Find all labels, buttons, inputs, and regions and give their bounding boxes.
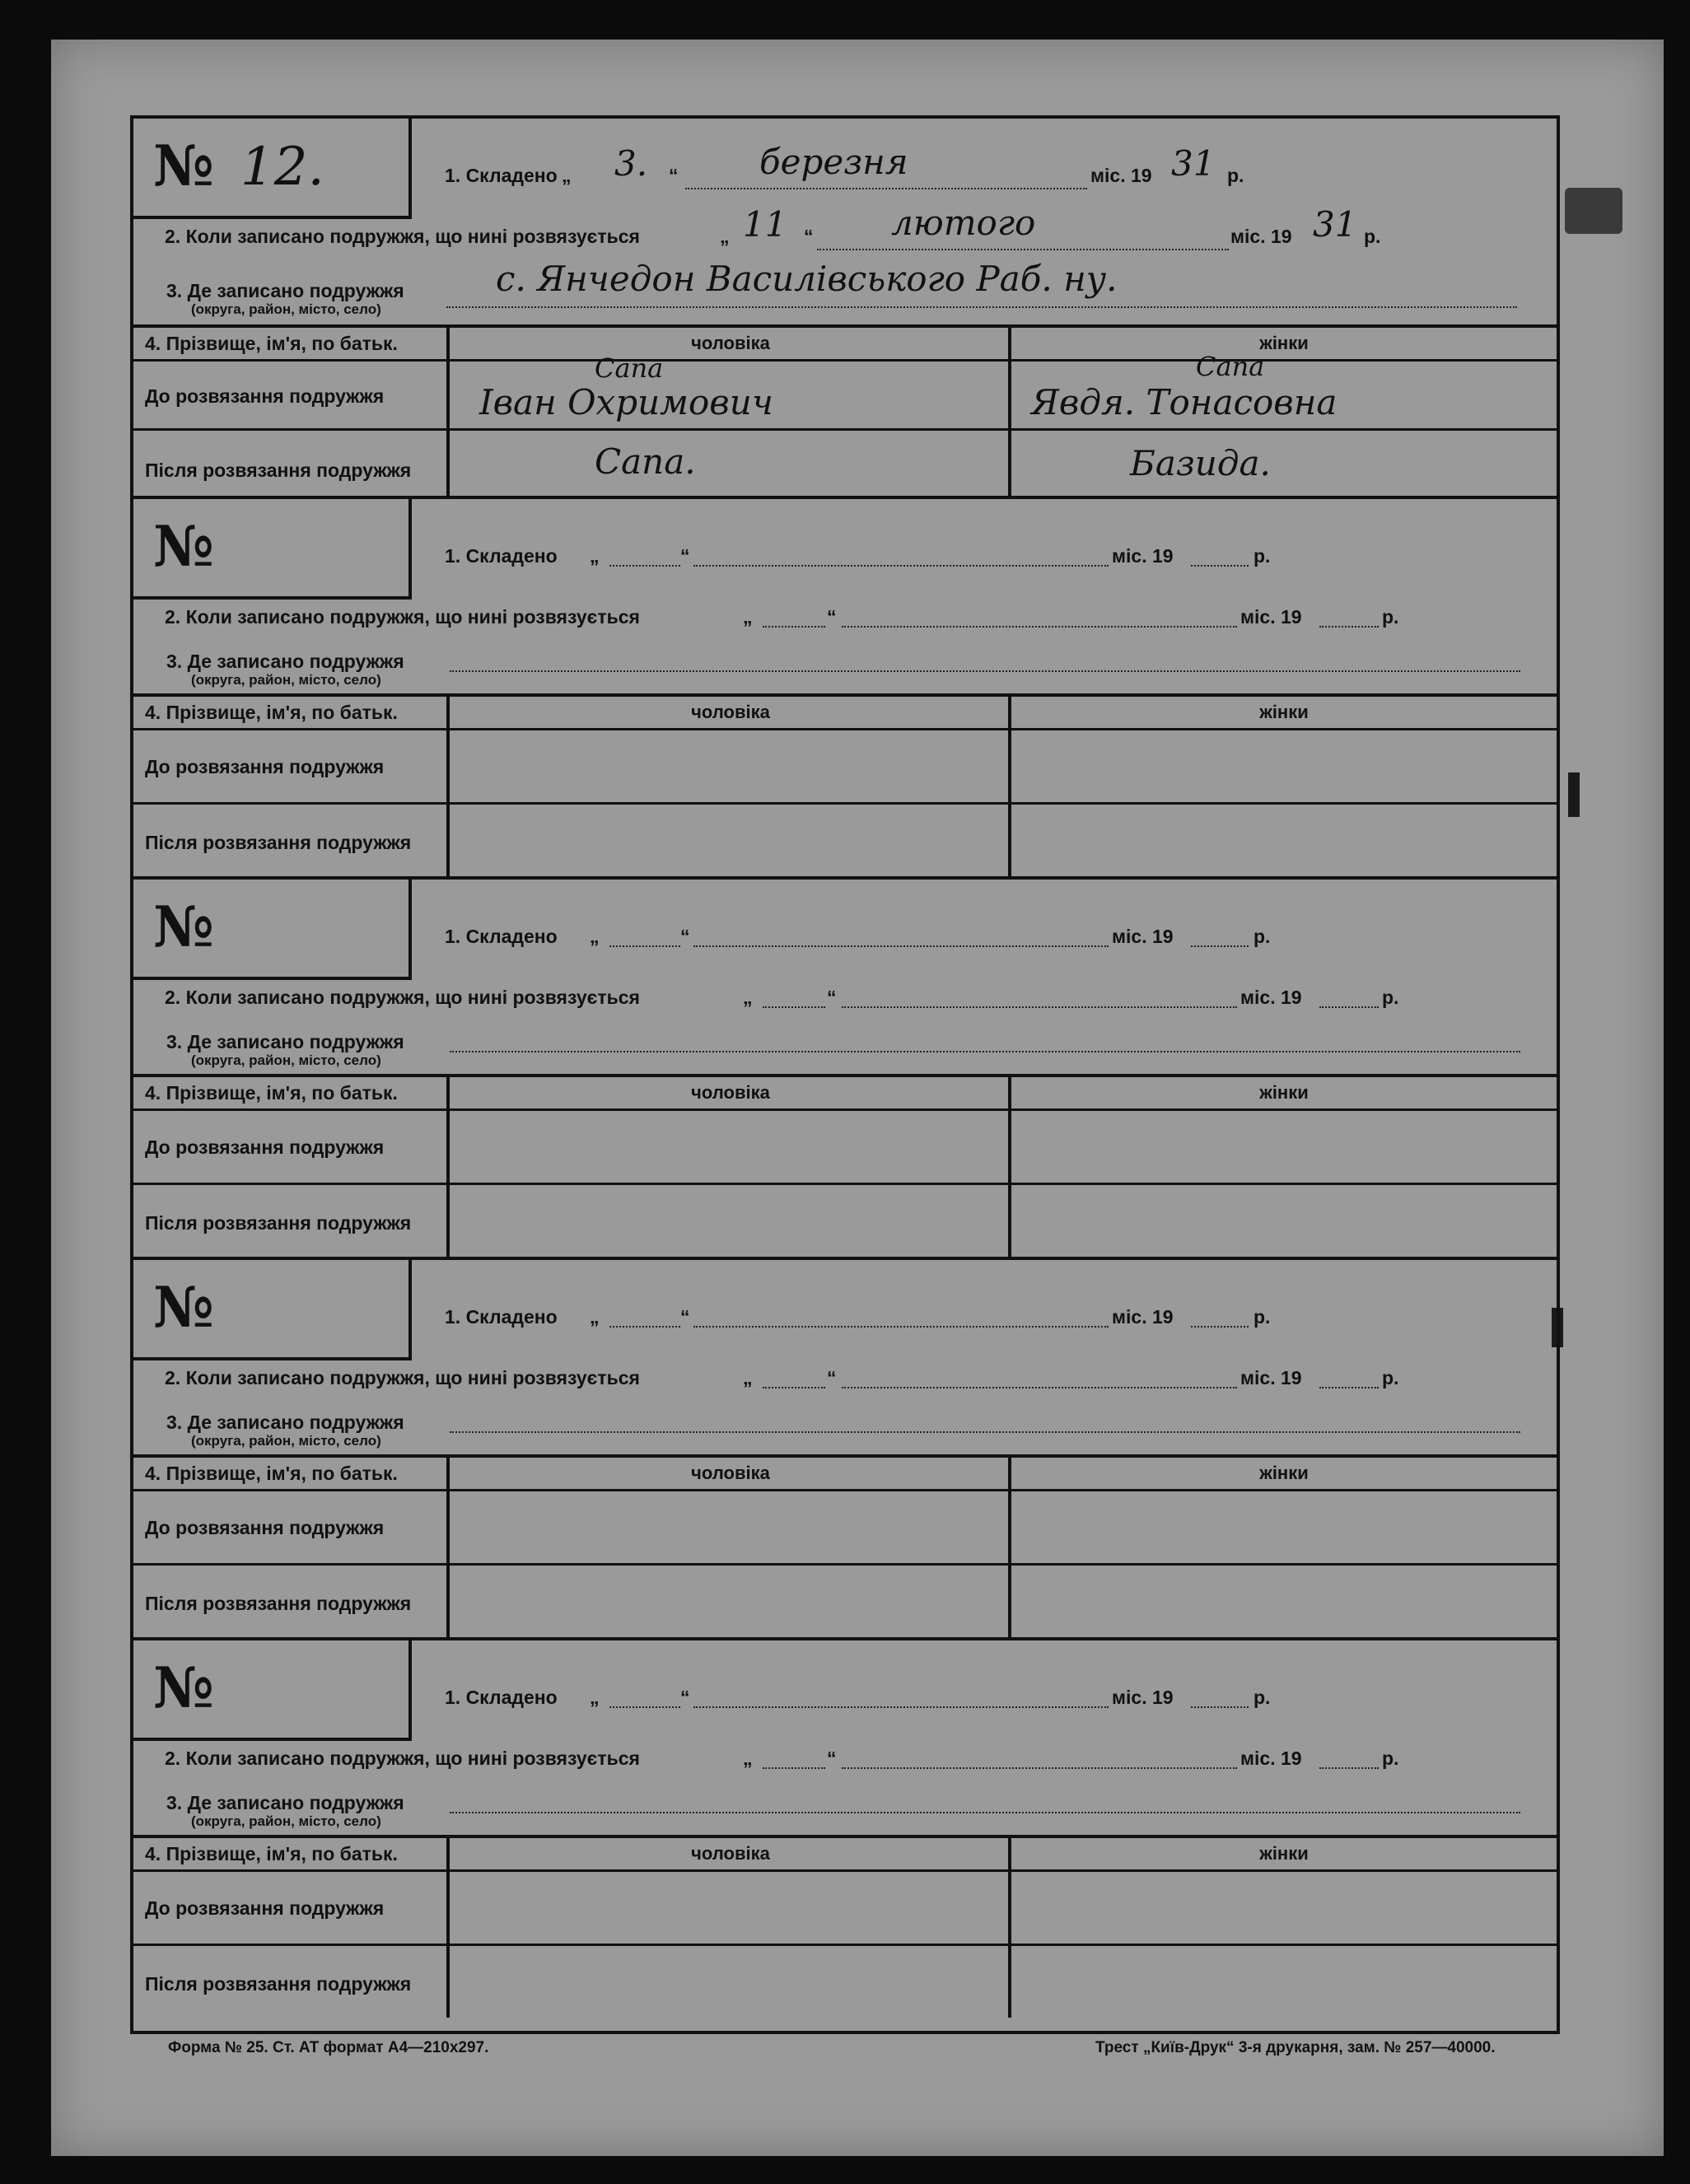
names-table — [133, 324, 1557, 499]
registered-month-line — [842, 1387, 1237, 1388]
place-line — [450, 1051, 1520, 1052]
open-quote: „ — [590, 1306, 600, 1328]
before-label: До розвязання подружжя — [145, 756, 385, 777]
table-row-divider — [133, 428, 1557, 431]
composed-label: 1. Складено — [445, 1306, 558, 1328]
registered-line — [817, 249, 1229, 250]
close-quote: “ — [804, 226, 814, 247]
wife-column — [1011, 1458, 1557, 1640]
year-suffix: р. — [1382, 1748, 1399, 1769]
composed-day-line — [609, 1706, 680, 1708]
composed-month-line — [693, 1326, 1109, 1328]
month-label: міс. 19 — [1240, 1367, 1302, 1388]
close-quote: “ — [827, 1748, 837, 1769]
open-quote: „ — [590, 926, 600, 947]
husband-column — [450, 1838, 1011, 2018]
table-row-divider — [133, 1563, 1557, 1566]
close-quote: “ — [680, 1306, 690, 1328]
month-label: міс. 19 — [1112, 926, 1174, 947]
record-number-box — [133, 499, 412, 600]
place-line — [450, 1431, 1520, 1433]
record-2 — [133, 499, 1557, 880]
year-suffix: р. — [1382, 606, 1399, 628]
composed-label: 1. Складено — [445, 1687, 558, 1708]
registered-day-line — [763, 1006, 825, 1008]
table-row-divider — [133, 1183, 1557, 1185]
name-header-label: 4. Прізвище, ім'я, по батьк. — [145, 333, 398, 354]
when-registered-label: 2. Коли записано подружжя, що нині розвязується — [165, 606, 640, 628]
year-suffix: р. — [1364, 226, 1381, 247]
husband-header: чоловіка — [691, 1463, 770, 1483]
record-number-box — [133, 119, 412, 219]
registered-day-line — [763, 1387, 825, 1388]
form-number-footer: Форма № 25. Ст. АТ формат А4—210х297. — [168, 2039, 489, 2056]
composed-year-line — [1191, 1326, 1249, 1328]
husband-column — [450, 697, 1011, 880]
open-quote: „ — [743, 606, 753, 628]
composed-day: 3. — [614, 143, 648, 184]
month-label: міс. 19 — [1112, 1306, 1174, 1328]
after-label: Після розвязання подружжя — [145, 460, 412, 481]
number-sign: № — [153, 514, 214, 580]
wife-header: жінки — [1259, 702, 1309, 722]
record-3 — [133, 880, 1557, 1260]
month-label: міс. 19 — [1112, 1687, 1174, 1708]
husband-before-surname: Сапа — [595, 352, 664, 384]
close-quote: “ — [680, 1687, 690, 1708]
composed-label: 1. Складено — [445, 165, 558, 186]
close-quote: “ — [680, 545, 690, 567]
number-sign: № — [153, 1655, 214, 1721]
where-registered-label: 3. Де записано подружжя — [166, 1792, 404, 1813]
record-number-box — [133, 1640, 412, 1741]
composed-day-line — [609, 945, 680, 947]
where-registered-label: 3. Де записано подружжя — [166, 651, 404, 672]
wife-column — [1011, 1077, 1557, 1260]
wife-header: жінки — [1259, 1082, 1309, 1103]
husband-header: чоловіка — [691, 702, 770, 722]
registered-year-line — [1319, 1006, 1379, 1008]
where-registered-label: 3. Де записано подружжя — [166, 1031, 404, 1052]
name-header-label: 4. Прізвище, ім'я, по батьк. — [145, 702, 398, 723]
wife-header: жінки — [1259, 1843, 1309, 1864]
year-suffix: р. — [1227, 165, 1244, 186]
number-sign: № — [153, 1275, 214, 1341]
registered-day: 11 — [743, 204, 787, 245]
place-line — [450, 1812, 1520, 1813]
composed-year-line — [1191, 1706, 1249, 1708]
wife-after: Базида. — [1130, 443, 1271, 483]
registered-year-line — [1319, 1387, 1379, 1388]
husband-before: Іван Охримович — [479, 382, 773, 422]
husband-header: чоловіка — [691, 333, 770, 353]
month-label: міс. 19 — [1240, 987, 1302, 1008]
wife-column — [1011, 697, 1557, 880]
registered-year-line — [1319, 626, 1379, 628]
month-label: міс. 19 — [1240, 606, 1302, 628]
wife-before-surname: Сапа — [1196, 351, 1265, 382]
record-4 — [133, 1260, 1557, 1640]
record-1 — [133, 119, 1557, 499]
before-label: До розвязання подружжя — [145, 1136, 385, 1158]
husband-header: чоловіка — [691, 1843, 770, 1864]
registered-month-line — [842, 1006, 1237, 1008]
registered-year-line — [1319, 1767, 1379, 1769]
composed-year: 31 — [1171, 143, 1216, 184]
husband-header: чоловіка — [691, 1082, 770, 1103]
registered-month: лютого — [891, 203, 1036, 243]
composed-year-line — [1191, 945, 1249, 947]
table-row-divider — [133, 1108, 1557, 1111]
record-5 — [133, 1640, 1557, 2021]
composed-month-line — [693, 565, 1109, 567]
where-hint: (округа, район, місто, село) — [191, 1433, 381, 1449]
registered-month-line — [842, 626, 1237, 628]
names-table — [133, 1835, 1557, 2018]
printer-footer: Трест „Київ-Друк“ 3-я друкарня, зам. № 257—40000. — [1095, 2039, 1496, 2056]
table-row-divider — [133, 802, 1557, 805]
names-table — [133, 693, 1557, 880]
open-quote: „ — [743, 1748, 753, 1769]
year-suffix: р. — [1253, 1687, 1271, 1708]
composed-month: березня — [759, 142, 908, 182]
record-number-box — [133, 880, 412, 980]
composed-month-line — [693, 1706, 1109, 1708]
close-quote: “ — [827, 987, 837, 1008]
month-label: міс. 19 — [1112, 545, 1174, 567]
number-sign: № — [153, 133, 214, 199]
table-row-divider — [133, 1944, 1557, 1946]
after-label: Після розвязання подружжя — [145, 832, 412, 853]
after-label: Після розвязання подружжя — [145, 1593, 412, 1614]
name-header-label: 4. Прізвище, ім'я, по батьк. — [145, 1843, 398, 1864]
place-line — [450, 670, 1520, 672]
open-quote: „ — [743, 987, 753, 1008]
year-suffix: р. — [1253, 545, 1271, 567]
open-quote: „ — [743, 1367, 753, 1388]
composed-month-line — [693, 945, 1109, 947]
year-suffix: р. — [1382, 987, 1399, 1008]
before-label: До розвязання подружжя — [145, 1517, 385, 1538]
open-quote: „ — [590, 545, 600, 567]
husband-column — [450, 1458, 1011, 1640]
year-suffix: р. — [1253, 1306, 1271, 1328]
open-quote: „ — [720, 226, 730, 247]
open-quote: „ — [562, 165, 572, 186]
composed-year-line — [1191, 565, 1249, 567]
when-registered-label: 2. Коли записано подружжя, що нині розвязується — [165, 987, 640, 1008]
wife-column — [1011, 1838, 1557, 2018]
wife-before: Явдя. Тонасовна — [1031, 382, 1338, 422]
after-label: Після розвязання подружжя — [145, 1973, 412, 1995]
open-quote: „ — [590, 1687, 600, 1708]
close-quote: “ — [827, 606, 837, 628]
registered-year: 31 — [1313, 204, 1357, 245]
paper-clip-mark — [1565, 188, 1622, 234]
divorce-register-form — [130, 115, 1560, 2034]
table-row-divider — [133, 1869, 1557, 1872]
registered-day-line — [763, 1767, 825, 1769]
wife-header: жінки — [1259, 1463, 1309, 1483]
composed-day-line — [609, 1326, 680, 1328]
before-label: До розвязання подружжя — [145, 1897, 385, 1919]
year-suffix: р. — [1253, 926, 1271, 947]
husband-column — [450, 1077, 1011, 1260]
place-line — [446, 306, 1517, 308]
husband-after: Сапа. — [595, 441, 696, 482]
paper-clip-mark — [1568, 772, 1580, 817]
registered-place: с. Янчедон Василівського Раб. ну. — [496, 259, 1118, 299]
where-registered-label: 3. Де записано подружжя — [166, 1412, 404, 1433]
before-label: До розвязання подружжя — [145, 385, 385, 407]
month-label: міс. 19 — [1230, 226, 1292, 247]
record-number-box — [133, 1260, 412, 1360]
composed-line — [685, 188, 1087, 189]
composed-label: 1. Складено — [445, 926, 558, 947]
close-quote: “ — [680, 926, 690, 947]
where-hint: (округа, район, місто, село) — [191, 1052, 381, 1068]
table-row-divider — [133, 728, 1557, 730]
when-registered-label: 2. Коли записано подружжя, що нині розвязується — [165, 1748, 640, 1769]
wife-header: жінки — [1259, 333, 1309, 353]
registered-month-line — [842, 1767, 1237, 1769]
year-suffix: р. — [1382, 1367, 1399, 1388]
month-label: міс. 19 — [1090, 165, 1152, 186]
names-table — [133, 1074, 1557, 1260]
composed-day-line — [609, 565, 680, 567]
where-hint: (округа, район, місто, село) — [191, 672, 381, 688]
close-quote: “ — [669, 165, 679, 186]
record-number: 12. — [240, 137, 324, 198]
name-header-label: 4. Прізвище, ім'я, по батьк. — [145, 1082, 398, 1104]
names-table — [133, 1454, 1557, 1640]
when-registered-label: 2. Коли записано подружжя, що нині розвязується — [165, 1367, 640, 1388]
composed-label: 1. Складено — [445, 545, 558, 567]
name-header-label: 4. Прізвище, ім'я, по батьк. — [145, 1463, 398, 1484]
table-row-divider — [133, 359, 1557, 362]
where-hint: (округа, район, місто, село) — [191, 301, 381, 317]
table-row-divider — [133, 1489, 1557, 1491]
close-quote: “ — [827, 1367, 837, 1388]
number-sign: № — [153, 894, 214, 960]
when-registered-label: 2. Коли записано подружжя, що нині розвязується — [165, 226, 640, 247]
where-hint: (округа, район, місто, село) — [191, 1813, 381, 1829]
month-label: міс. 19 — [1240, 1748, 1302, 1769]
registered-day-line — [763, 626, 825, 628]
where-registered-label: 3. Де записано подружжя — [166, 280, 404, 301]
after-label: Після розвязання подружжя — [145, 1212, 412, 1234]
